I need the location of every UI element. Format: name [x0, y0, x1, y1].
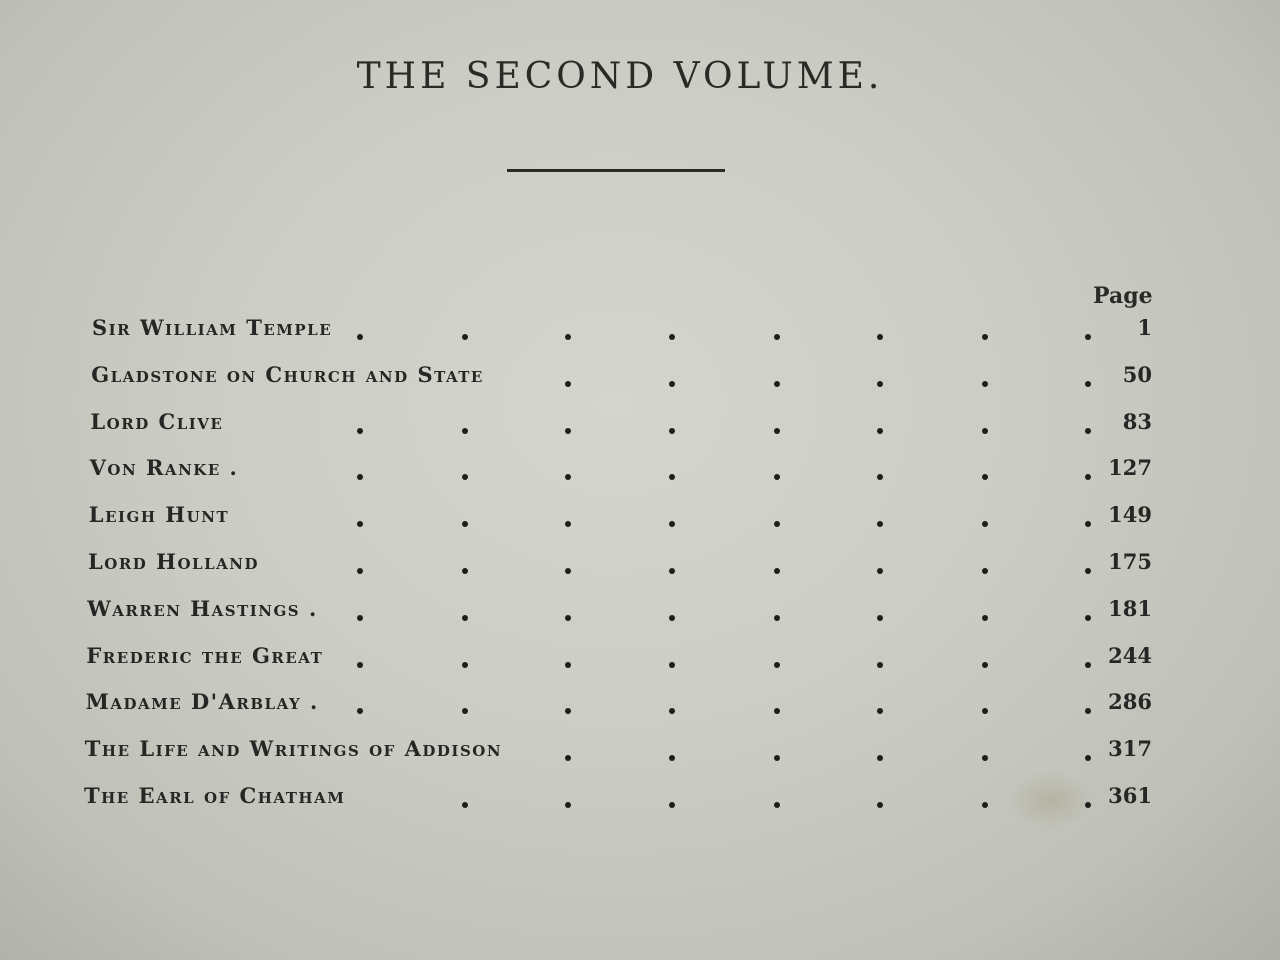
leader-dot [565, 334, 571, 340]
toc-entry-page: 50 [1122, 361, 1152, 387]
toc-entry-title: Warren Hastings . [87, 595, 318, 621]
leader-dot [357, 521, 363, 527]
toc-entry-page: 83 [1122, 408, 1152, 434]
leader-dot [982, 802, 988, 808]
leader-dot [774, 662, 780, 668]
leader-dot [774, 521, 780, 527]
toc-entry-page: 175 [1108, 549, 1152, 574]
toc-entry [86, 643, 1152, 677]
leader-dot [774, 428, 780, 434]
toc-entry-title: Frederic the Great [86, 642, 324, 668]
leader-dot [462, 615, 468, 621]
leader-dot [1085, 708, 1091, 714]
leader-dot [357, 662, 363, 668]
leader-dot [565, 708, 571, 714]
leader-dot [462, 428, 468, 434]
leader-dot [669, 381, 675, 387]
leader-dot [462, 662, 468, 668]
leader-dot [669, 521, 675, 527]
leader-dot [462, 708, 468, 714]
page-column-label: Page [1093, 283, 1153, 309]
leader-dot [565, 381, 571, 387]
leader-dot [1085, 568, 1091, 574]
leader-dot [774, 755, 780, 761]
leader-dot [1085, 615, 1091, 621]
leader-dot [462, 334, 468, 340]
leader-dot [877, 381, 883, 387]
leader-dot [565, 802, 571, 808]
leader-dot [669, 755, 675, 761]
leader-dot [982, 708, 988, 714]
toc-entry-title: Gladstone on Church and State [91, 361, 484, 387]
leader-dot [357, 334, 363, 340]
toc-entry [91, 362, 1152, 396]
leader-dot [565, 615, 571, 621]
toc-entry-page: 361 [1108, 783, 1152, 808]
leader-dot [565, 662, 571, 668]
leader-dot [1085, 334, 1091, 340]
leader-dot [669, 428, 675, 434]
leader-dot [669, 615, 675, 621]
toc-entry-title: Lord Holland [88, 549, 259, 574]
leader-dot [982, 662, 988, 668]
toc-entry-title: Sir William Temple [92, 315, 333, 340]
leader-dot [982, 334, 988, 340]
toc-entry [84, 783, 1152, 817]
leader-dot [982, 568, 988, 574]
leader-dot [982, 755, 988, 761]
leader-dot [669, 474, 675, 480]
leader-dot [565, 428, 571, 434]
leader-dot [357, 615, 363, 621]
leader-dot [1085, 662, 1091, 668]
leader-dot [877, 615, 883, 621]
leader-dot [774, 708, 780, 714]
leader-dot [877, 755, 883, 761]
leader-dot [565, 521, 571, 527]
toc-entry [85, 736, 1152, 770]
toc-entry-page: 127 [1108, 455, 1152, 481]
leader-dot [462, 568, 468, 574]
leader-dot [982, 428, 988, 434]
toc-entry-title: The Life and Writings of Addison [84, 736, 503, 762]
leader-dot [1085, 755, 1091, 761]
leader-dot [1085, 428, 1091, 434]
leader-dot [982, 474, 988, 480]
leader-dot [357, 428, 363, 434]
leader-dot [877, 334, 883, 340]
toc-entry [87, 596, 1152, 630]
leader-dot [982, 521, 988, 527]
leader-dot [565, 568, 571, 574]
leader-dot [462, 474, 468, 480]
toc-entry-title: Von Ranke . [89, 455, 239, 481]
leader-dot [1085, 381, 1091, 387]
leader-dot [1085, 802, 1091, 808]
toc-entry [90, 409, 1152, 443]
leader-dot [357, 708, 363, 714]
leader-dot [669, 334, 675, 340]
toc-entry [88, 549, 1152, 583]
toc-entry-page: 317 [1108, 736, 1152, 762]
leader-dot [565, 755, 571, 761]
leader-dot [774, 802, 780, 808]
leader-dot [774, 568, 780, 574]
toc-entry-page: 149 [1108, 502, 1152, 528]
toc-entry [86, 689, 1152, 723]
leader-dot [982, 381, 988, 387]
leader-dot [669, 568, 675, 574]
toc-entry [90, 455, 1152, 489]
leader-dot [1085, 521, 1091, 527]
leader-dot [877, 662, 883, 668]
toc-entry [92, 315, 1152, 349]
leader-dot [982, 615, 988, 621]
leader-dot [669, 662, 675, 668]
toc-entry-title: The Earl of Chatham [84, 783, 346, 808]
toc-entry-page: 181 [1108, 595, 1152, 621]
toc-entry-title: Leigh Hunt [88, 502, 230, 528]
toc-entry-title: Lord Clive [90, 408, 224, 434]
leader-dot [877, 802, 883, 808]
page-title: THE SECOND VOLUME. [356, 56, 884, 97]
leader-dot [669, 802, 675, 808]
leader-dot [1085, 474, 1091, 480]
leader-dot [877, 568, 883, 574]
leader-dot [774, 615, 780, 621]
leader-dot [669, 708, 675, 714]
leader-dot [462, 802, 468, 808]
leader-dot [774, 381, 780, 387]
toc-entry [89, 502, 1152, 536]
leader-dot [774, 334, 780, 340]
leader-dot [877, 521, 883, 527]
leader-dot [462, 521, 468, 527]
leader-dot [357, 474, 363, 480]
toc-entry-page: 244 [1108, 642, 1152, 668]
leader-dot [877, 474, 883, 480]
toc-entry-page: 286 [1108, 689, 1152, 715]
leader-dot [357, 568, 363, 574]
leader-dot [774, 474, 780, 480]
leader-dot [565, 474, 571, 480]
leader-dot [877, 708, 883, 714]
toc-entry-title: Madame D'Arblay . [85, 689, 319, 715]
toc-entry-page: 1 [1137, 315, 1152, 340]
leader-dot [877, 428, 883, 434]
